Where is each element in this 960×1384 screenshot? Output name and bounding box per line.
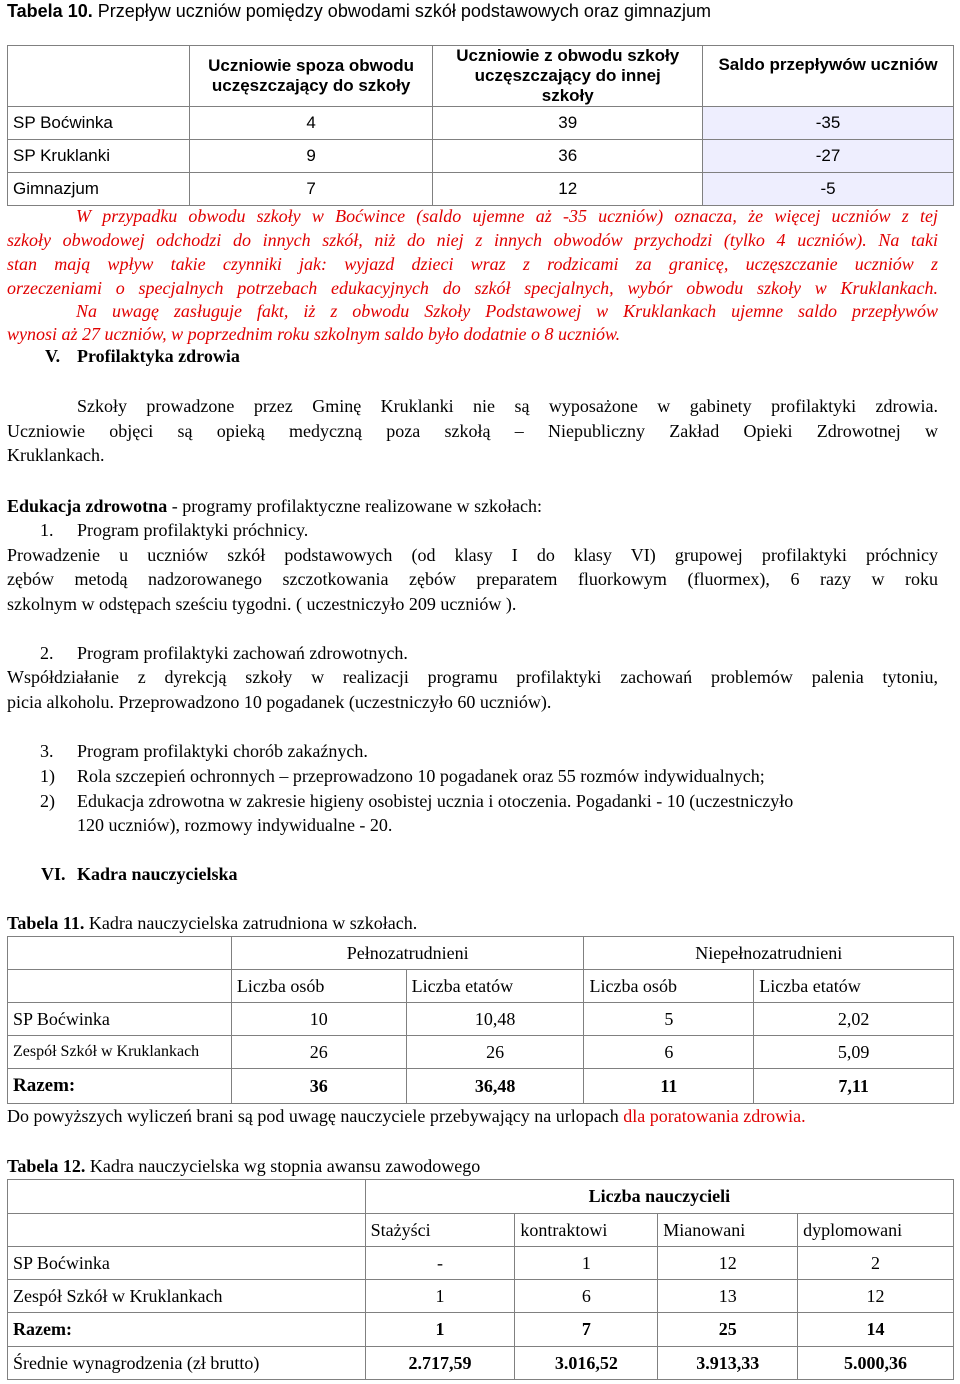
table12-subheader: dyplomowani xyxy=(798,1214,954,1247)
table11-total-label: Razem: xyxy=(8,1069,232,1104)
table12-group: Liczba nauczycieli xyxy=(365,1180,953,1214)
table12 xyxy=(7,1179,954,1380)
table12-header-empty xyxy=(8,1180,366,1214)
table-row xyxy=(8,1003,954,1036)
table11-note-text: Do powyższych wyliczeń brani są pod uwagę nauczyciele przebywający na urlopach xyxy=(7,1106,624,1126)
table10-cell: 36 xyxy=(433,140,703,173)
table11-subheader: Liczba osób xyxy=(231,970,406,1003)
table11-note xyxy=(7,1106,806,1127)
table11-sub-row xyxy=(8,970,954,1003)
table11-cell: 26 xyxy=(231,1036,406,1069)
table12-salary-cell: 3.913,33 xyxy=(658,1347,798,1380)
table11-total-cell: 36,48 xyxy=(406,1069,584,1104)
program3-item1: Rola szczepień ochronnych – przeprowadzono 10 pogadanek oraz 55 rozmów indywidualnych; xyxy=(77,766,765,786)
table12-cell: 12 xyxy=(798,1280,954,1313)
program3-item1-number: 1) xyxy=(40,766,55,786)
table10-header-balance: Saldo przepływów uczniów xyxy=(703,46,954,107)
section5-intro-line: Uczniowie objęci są opieką medyczną poza szkołą – Niepubliczny Zakład Opieki Zdrowotnej w xyxy=(7,421,938,441)
table11-cell: 2,02 xyxy=(754,1003,954,1036)
table12-total-cell: 1 xyxy=(365,1313,515,1347)
table12-total-cell: 7 xyxy=(515,1313,658,1347)
program1-number: 1. xyxy=(40,520,54,540)
table10-cell: 39 xyxy=(433,107,703,140)
table11-total-cell: 11 xyxy=(584,1069,754,1104)
health-education-heading xyxy=(7,494,938,519)
commentary-line: W przypadku obwodu szkoły w Boćwince (saldo ujemne aż -35 uczniów) oznacza, że więcej uczniów z tej xyxy=(76,206,938,226)
table11-group-full: Pełnozatrudnieni xyxy=(231,937,584,970)
table10-row-name: Gimnazjum xyxy=(8,173,190,206)
program1-title: Program profilaktyki próchnicy. xyxy=(77,520,309,540)
table12-cell: 13 xyxy=(658,1280,798,1313)
table11-total-cell: 7,11 xyxy=(754,1069,954,1104)
program3-item2-line: Edukacja zdrowotna w zakresie higieny osobistej ucznia i otoczenia. Pogadanki - 10 (uczestniczyło xyxy=(77,791,794,811)
table10 xyxy=(7,45,954,206)
table12-subheader: Mianowani xyxy=(658,1214,798,1247)
table-row xyxy=(8,140,954,173)
table12-salary-cell: 3.016,52 xyxy=(515,1347,658,1380)
table10-header-empty xyxy=(8,46,190,107)
table12-cell: 2 xyxy=(798,1247,954,1280)
table11-cell: 5 xyxy=(584,1003,754,1036)
table10-row-name: SP Boćwinka xyxy=(8,107,190,140)
table12-total-row xyxy=(8,1313,954,1347)
table12-salary-label: Średnie wynagrodzenia (zł brutto) xyxy=(8,1347,366,1380)
table12-total-cell: 25 xyxy=(658,1313,798,1347)
table12-cell: - xyxy=(365,1247,515,1280)
table12-salary-cell: 5.000,36 xyxy=(798,1347,954,1380)
table12-cell: 1 xyxy=(515,1247,658,1280)
table11-caption xyxy=(7,913,417,934)
table10-cell-balance: -5 xyxy=(703,173,954,206)
table11-group-part: Niepełnozatrudnieni xyxy=(584,937,954,970)
section5-intro-line: Kruklankach. xyxy=(7,445,105,465)
table-row xyxy=(8,1036,954,1069)
program3-item2-number: 2) xyxy=(40,791,55,811)
table11-cell: 10,48 xyxy=(406,1003,584,1036)
table10-caption xyxy=(7,1,711,22)
table-row xyxy=(8,1280,954,1313)
table10-row-name: SP Kruklanki xyxy=(8,140,190,173)
section5-title: Profilaktyka zdrowia xyxy=(77,346,240,366)
table10-cell-balance: -35 xyxy=(703,107,954,140)
table11-header-empty xyxy=(8,937,232,970)
table11-cell: 10 xyxy=(231,1003,406,1036)
table11-note-highlight: dla poratowania zdrowia. xyxy=(623,1106,806,1126)
table12-caption-text: Kadra nauczycielska wg stopnia awansu zawodowego xyxy=(85,1156,481,1176)
table12-header-empty xyxy=(8,1214,366,1247)
program2-line: picia alkoholu. Przeprowadzono 10 pogadanek (uczestniczyło 60 uczniów). xyxy=(7,692,552,712)
table12-row-name: Zespół Szkół w Kruklankach xyxy=(8,1280,366,1313)
table11-row-name: Zespół Szkół w Kruklankach xyxy=(8,1036,232,1069)
table11-caption-label: Tabela 11. xyxy=(7,913,85,933)
table12-subheader: Stażyści xyxy=(365,1214,515,1247)
table12-cell: 12 xyxy=(658,1247,798,1280)
table12-group-row xyxy=(8,1180,954,1214)
table11-subheader: Liczba etatów xyxy=(754,970,954,1003)
table11 xyxy=(7,936,954,1104)
table12-cell: 6 xyxy=(515,1280,658,1313)
table12-caption xyxy=(7,1156,480,1177)
table11-row-name: SP Boćwinka xyxy=(8,1003,232,1036)
table-row xyxy=(8,1247,954,1280)
table10-cell-balance: -27 xyxy=(703,140,954,173)
table11-total-row xyxy=(8,1069,954,1104)
table10-cell: 7 xyxy=(189,173,433,206)
table12-row-name: SP Boćwinka xyxy=(8,1247,366,1280)
table12-cell: 1 xyxy=(365,1280,515,1313)
commentary-line: Na uwagę zasługuje fakt, iż z obwodu Szkoły Podstawowej w Kruklankach ujemne saldo przepływów xyxy=(76,301,938,321)
table12-salary-cell: 2.717,59 xyxy=(365,1347,515,1380)
table10-caption-text: Przepływ uczniów pomiędzy obwodami szkół podstawowych oraz gimnazjum xyxy=(92,1,711,21)
table10-cell: 12 xyxy=(433,173,703,206)
section6-number: VI. xyxy=(41,864,66,884)
table11-caption-text: Kadra nauczycielska zatrudniona w szkołach. xyxy=(84,913,418,933)
table10-cell: 4 xyxy=(189,107,433,140)
commentary-line: szkoły obwodowej odchodzi do innych szkół, niż do niej z innych obwodów przychodzi (tylko 4 uczniów). Na taki xyxy=(7,230,938,250)
commentary-line: orzeczeniami o specjalnych potrzebach edukacyjnych do szkół specjalnych, wybór obwodu szkoły w Kruklankach. xyxy=(7,278,938,298)
table10-header-incoming: Uczniowie spoza obwodu uczęszczający do szkoły xyxy=(189,46,433,107)
commentary-line: wynosi aż 27 uczniów, w poprzednim roku szkolnym saldo było dodatnie o 8 uczniów. xyxy=(7,324,621,344)
table11-total-cell: 36 xyxy=(231,1069,406,1104)
health-education-text: - programy profilaktyczne realizowane w szkołach: xyxy=(167,496,543,516)
table11-cell: 26 xyxy=(406,1036,584,1069)
commentary-line: stan mają wpływ takie czynniki jak: wyjazd dzieci wraz z rodzicami za granicę, uczęszczanie uczniów z xyxy=(7,254,938,274)
table11-subheader: Liczba osób xyxy=(584,970,754,1003)
table12-total-cell: 14 xyxy=(798,1313,954,1347)
table-row xyxy=(8,173,954,206)
table12-sub-row xyxy=(8,1214,954,1247)
table11-header-empty xyxy=(8,970,232,1003)
program2-number: 2. xyxy=(40,643,54,663)
table11-group-row xyxy=(8,937,954,970)
table12-caption-label: Tabela 12. xyxy=(7,1156,86,1176)
program1-line: szkolnym w odstępach sześciu tygodni. ( uczestniczyło 209 uczniów ). xyxy=(7,594,517,614)
program1-line: zębów metodą nadzorowanego szczotkowania zębów preparatem fluorkowym (fluormex), 6 razy w roku xyxy=(7,569,938,589)
table11-cell: 5,09 xyxy=(754,1036,954,1069)
program3-title: Program profilaktyki chorób zakaźnych. xyxy=(77,741,368,761)
table11-subheader: Liczba etatów xyxy=(406,970,584,1003)
program3-item2-line: 120 uczniów), rozmowy indywidualne - 20. xyxy=(77,815,393,835)
health-education-label: Edukacja zdrowotna xyxy=(7,496,168,516)
program2-title: Program profilaktyki zachowań zdrowotnych. xyxy=(77,643,408,663)
table10-header-row xyxy=(8,46,954,107)
section6-title: Kadra nauczycielska xyxy=(77,864,238,884)
table12-salary-row xyxy=(8,1347,954,1380)
program1-line: Prowadzenie u uczniów szkół podstawowych (od klasy I do klasy VI) grupowej profilaktyki próchnicy xyxy=(7,545,938,565)
table-row xyxy=(8,107,954,140)
table12-total-label: Razem: xyxy=(8,1313,366,1347)
table11-cell: 6 xyxy=(584,1036,754,1069)
table12-subheader: kontraktowi xyxy=(515,1214,658,1247)
table10-caption-label: Tabela 10. xyxy=(7,1,93,21)
table10-cell: 9 xyxy=(189,140,433,173)
program3-number: 3. xyxy=(40,741,54,761)
table10-header-outgoing: Uczniowie z obwodu szkoły uczęszczający do innej szkoły xyxy=(433,46,703,107)
section5-number: V. xyxy=(45,346,61,366)
program2-line: Współdziałanie z dyrekcją szkoły w realizacji programu profilaktyki zachowań problemów palenia tytoniu, xyxy=(7,667,938,687)
section5-intro-line: Szkoły prowadzone przez Gminę Kruklanki nie są wyposażone w gabinety profilaktyki zdrowia. xyxy=(77,396,938,416)
